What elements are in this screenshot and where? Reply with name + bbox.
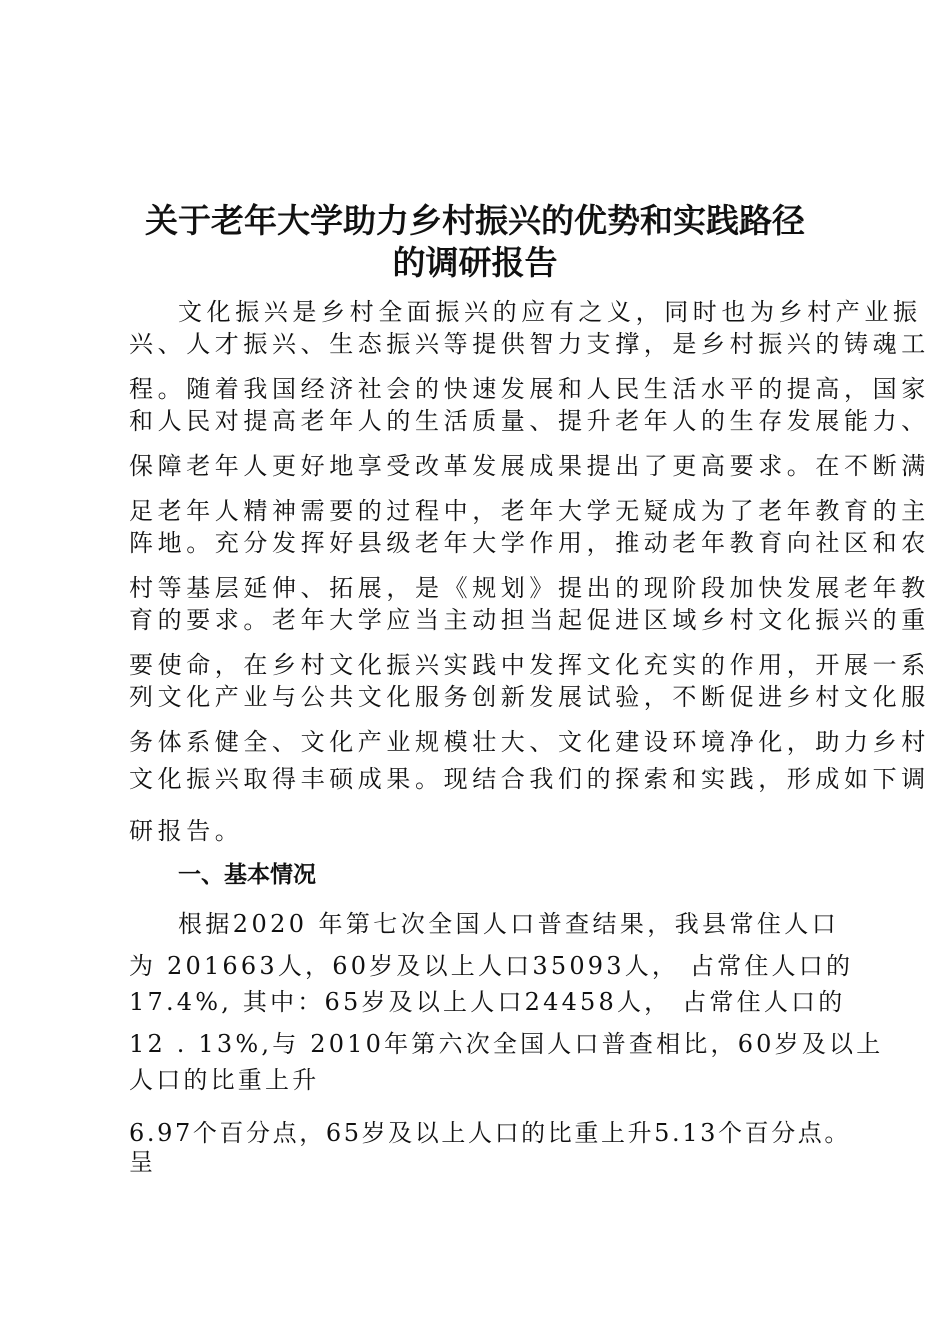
intro-line-10: 要使命，在乡村文化振兴实践中发挥文化充实的作用，开展一系	[129, 651, 930, 679]
section1-line-2: 为 201663人，60岁及以上人口35093人， 占常住人口的	[129, 952, 854, 980]
intro-line-13: 文化振兴取得丰硕成果。现结合我们的探索和实践，形成如下调	[129, 765, 930, 793]
section1-line-6: 6.97个百分点，65岁及以上人口的比重上升5.13个百分点。	[129, 1119, 852, 1147]
document-title-line-1: 关于老年大学助力乡村振兴的优势和实践路径	[145, 201, 805, 240]
section1-line-3: 17.4%, 其中：65岁及以上人口24458人， 占常住人口的	[129, 988, 846, 1016]
section1-line-7: 呈	[129, 1148, 158, 1176]
intro-line-3: 程。随着我国经济社会的快速发展和人民生活水平的提高，国家	[129, 375, 930, 403]
intro-line-14: 研报告。	[129, 817, 244, 845]
intro-line-12: 务体系健全、文化产业规模壮大、文化建设环境净化，助力乡村	[129, 728, 930, 756]
intro-line-4: 和人民对提高老年人的生活质量、提升老年人的生存发展能力、	[129, 407, 930, 435]
section-heading-basic-situation: 一、基本情况	[178, 862, 316, 888]
section1-line-5: 人口的比重上升	[129, 1066, 320, 1094]
intro-line-2: 兴、人才振兴、生态振兴等提供智力支撑，是乡村振兴的铸魂工	[129, 330, 930, 358]
intro-line-8: 村等基层延伸、拓展，是《规划》提出的现阶段加快发展老年教	[129, 574, 930, 602]
intro-line-11: 列文化产业与公共文化服务创新发展试验，不断促进乡村文化服	[129, 683, 930, 711]
intro-line-1: 文化振兴是乡村全面振兴的应有之义，同时也为乡村产业振	[178, 298, 922, 326]
intro-line-9: 育的要求。老年大学应当主动担当起促进区域乡村文化振兴的重	[129, 606, 930, 634]
intro-line-6: 足老年人精神需要的过程中，老年大学无疑成为了老年教育的主	[129, 497, 930, 525]
section1-line-4: 12 . 13%,与 2010年第六次全国人口普查相比，60岁及以上	[129, 1030, 884, 1058]
section1-line-1: 根据2020 年第七次全国人口普查结果，我县常住人口	[178, 910, 840, 938]
intro-line-5: 保障老年人更好地享受改革发展成果提出了更高要求。在不断满	[129, 452, 930, 480]
document-title-line-2: 的调研报告	[392, 243, 558, 282]
intro-line-7: 阵地。充分发挥好县级老年大学作用，推动老年教育向社区和农	[129, 529, 930, 557]
